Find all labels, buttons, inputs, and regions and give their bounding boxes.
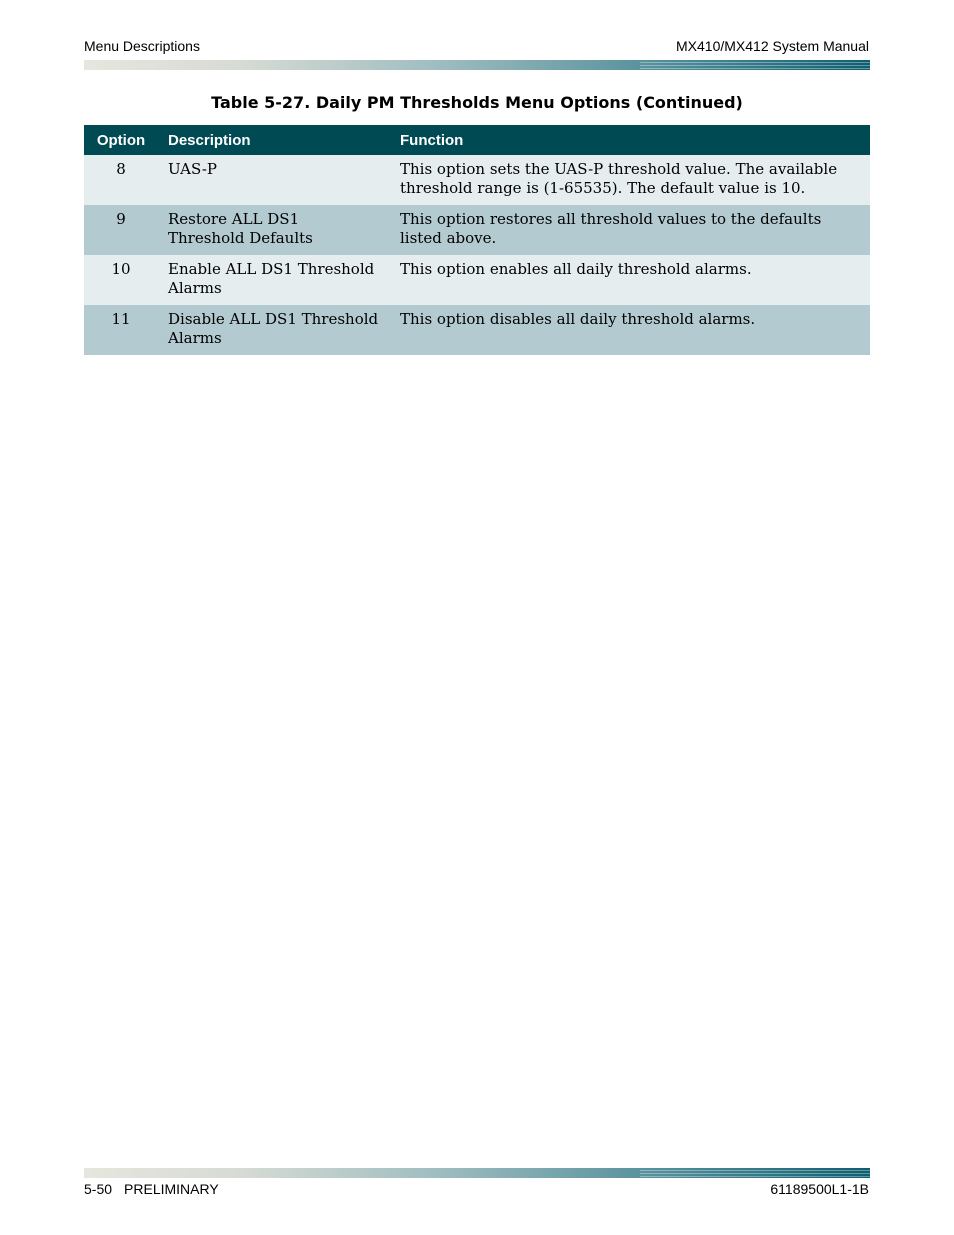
option-description: Enable ALL DS1 Threshold Alarms [158,255,390,305]
option-description: Restore ALL DS1 Threshold Defaults [158,205,390,255]
header-rule [84,60,870,70]
table-row [84,205,870,255]
option-number: 10 [84,255,158,305]
table-header-row [84,125,870,155]
table-row [84,255,870,305]
option-number: 11 [84,305,158,355]
option-description: Disable ALL DS1 Threshold Alarms [158,305,390,355]
option-function: This option disables all daily threshold alarms. [390,305,870,355]
preliminary-label: PRELIMINARY [124,1181,219,1197]
column-header-function: Function [390,125,870,155]
table-title: Table 5-27. Daily PM Thresholds Menu Options (Continued) [211,93,743,112]
footer-rule [84,1168,870,1178]
column-header-description: Description [158,125,390,155]
running-header-manual-title: MX410/MX412 System Manual [676,38,869,54]
option-function: This option enables all daily threshold alarms. [390,255,870,305]
running-header-section: Menu Descriptions [84,38,200,54]
table-row [84,155,870,205]
page-number: 5-50 [84,1181,113,1197]
running-footer-left [84,1181,219,1197]
option-number: 9 [84,205,158,255]
option-description: UAS-P [158,155,390,205]
option-function: This option sets the UAS-P threshold value. The available threshold range is (1-65535). The default value is 10. [390,155,870,205]
option-function: This option restores all threshold values to the defaults listed above. [390,205,870,255]
menu-options-table [84,125,870,355]
document-number: 61189500L1-1B [770,1181,869,1197]
column-header-option: Option [84,125,158,155]
option-number: 8 [84,155,158,205]
table-row [84,305,870,355]
